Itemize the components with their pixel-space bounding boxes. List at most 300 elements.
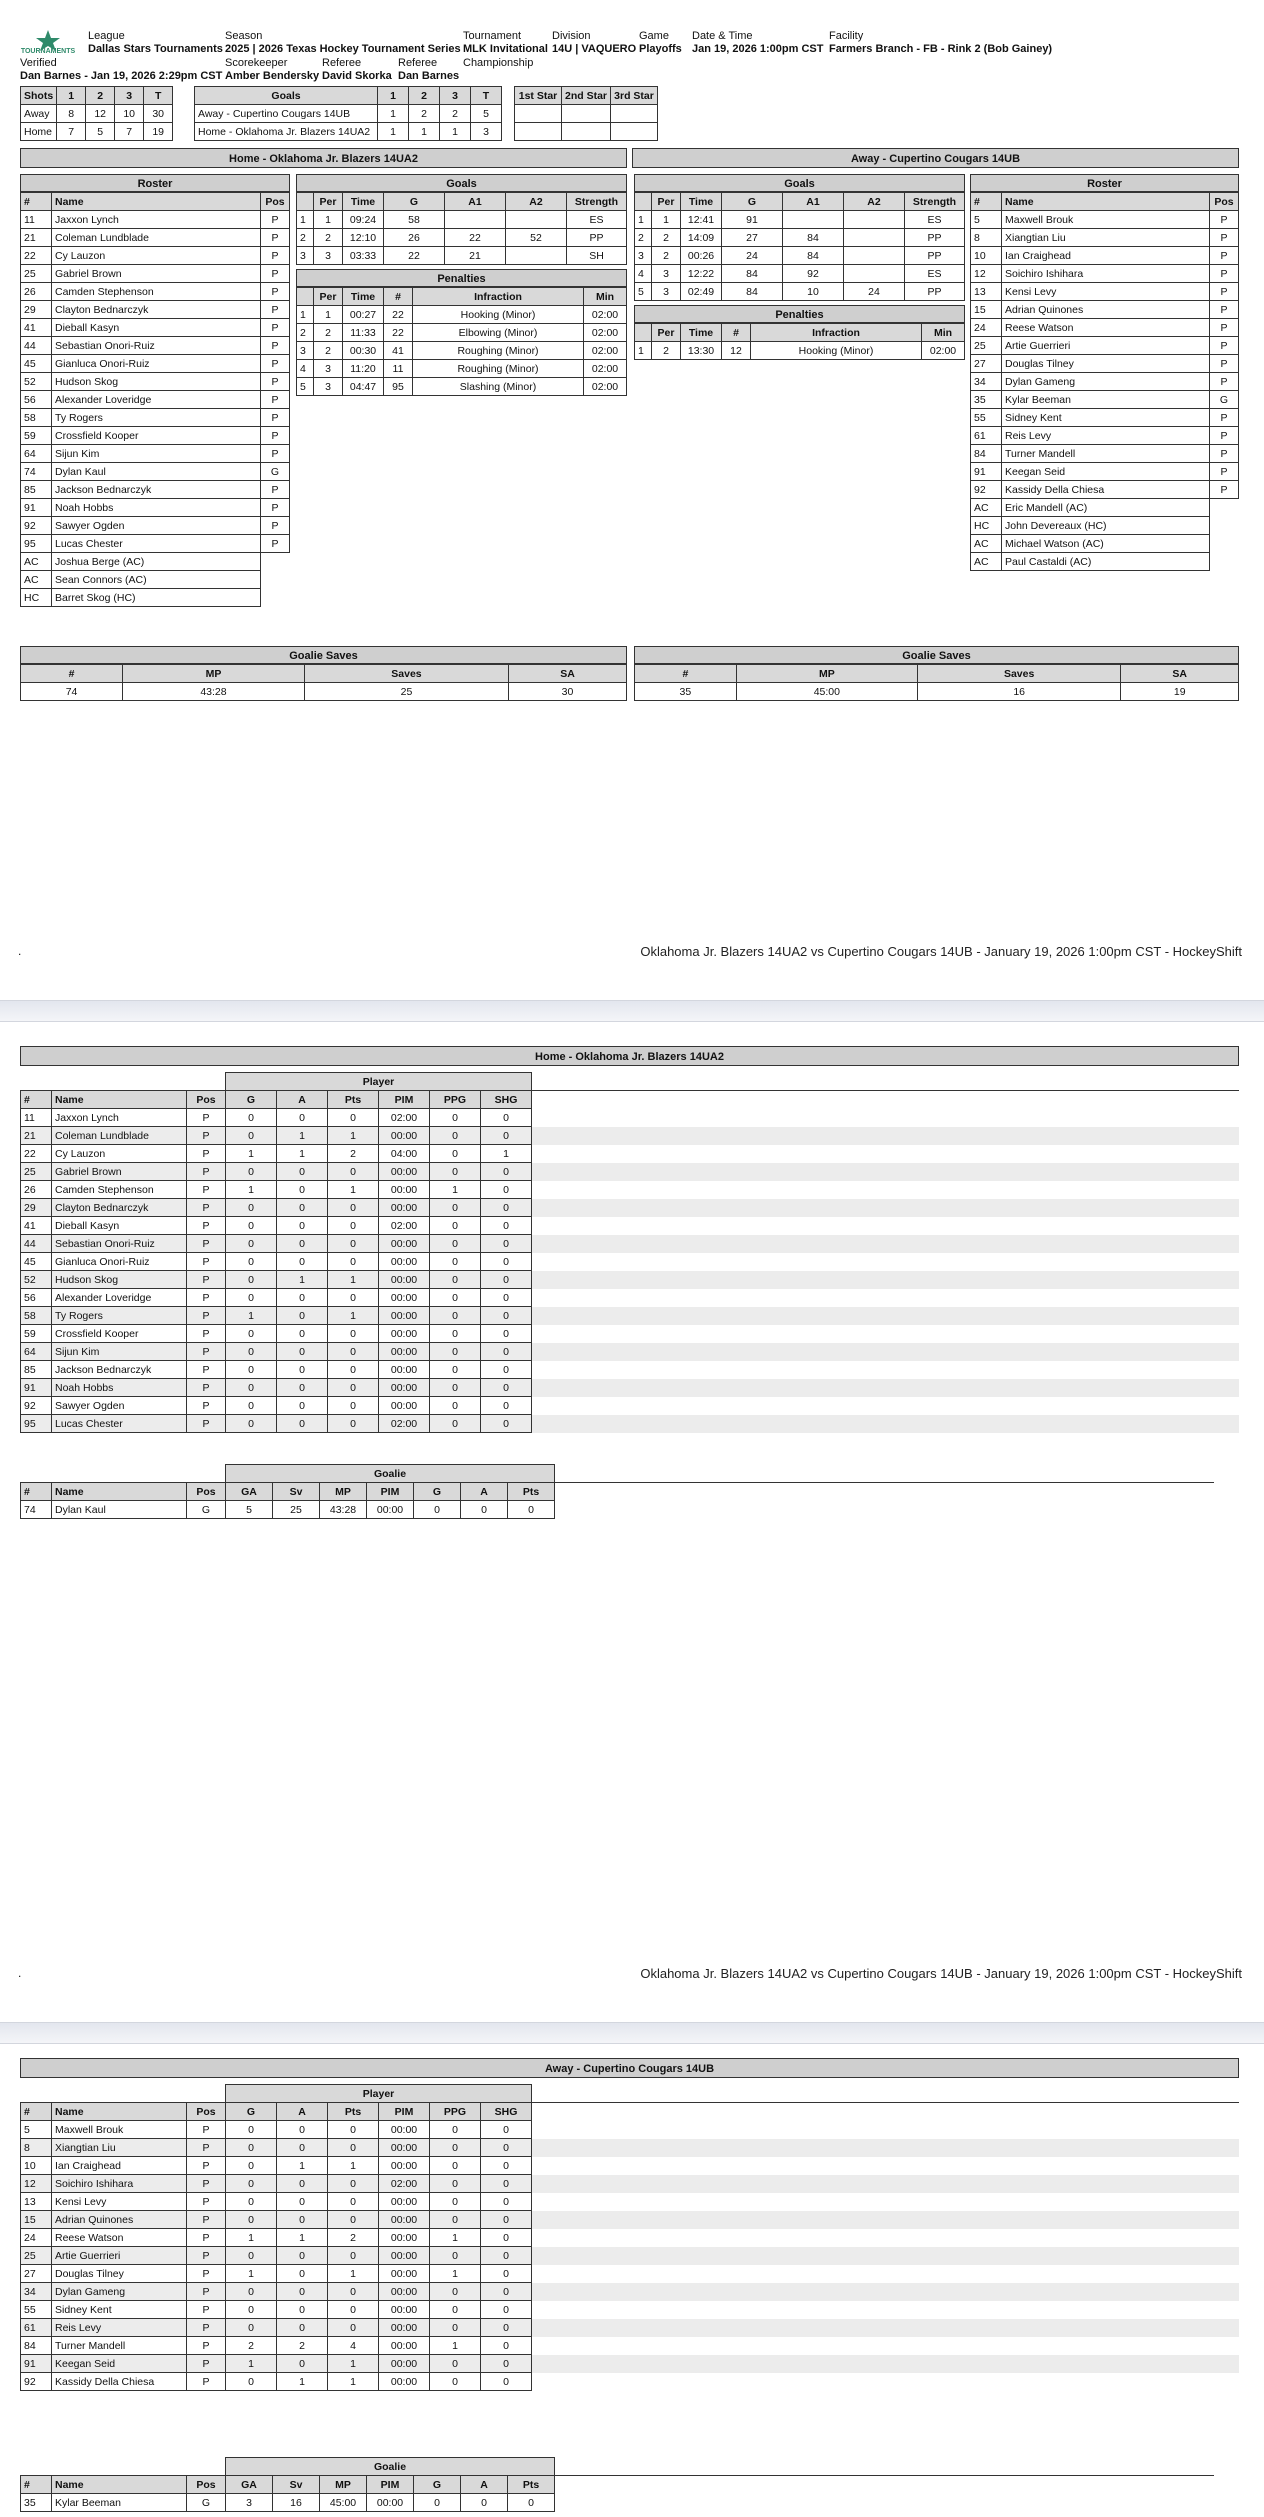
away-goals-section — [634, 174, 965, 360]
penalty-minutes: 00:00 — [379, 1343, 430, 1361]
goal-period: 2 — [652, 229, 681, 247]
assists: 1 — [277, 1145, 328, 1163]
player-position: P — [187, 1271, 226, 1289]
penalty-infraction: Roughing (Minor) — [413, 342, 584, 360]
player-number: 24 — [21, 2229, 52, 2247]
penalty-minutes: 00:00 — [379, 1307, 430, 1325]
penalty-player: 22 — [384, 306, 413, 324]
player-number: 22 — [21, 1145, 52, 1163]
gs-sa: 19 — [1121, 683, 1239, 701]
penalty-minutes: 02:00 — [379, 1217, 430, 1235]
player-name: Ian Craighead — [1002, 247, 1210, 265]
player-number: 58 — [21, 409, 52, 427]
short-handed-goals: 0 — [481, 1289, 532, 1307]
player-position: P — [261, 301, 290, 319]
player-stats-row — [21, 1145, 1239, 1163]
shots-period-header: 3 — [115, 87, 144, 105]
player-number: 85 — [21, 1361, 52, 1379]
stats-column-header: Name — [52, 2476, 187, 2494]
penalty-minutes: 02:00 — [584, 306, 627, 324]
short-handed-goals: 0 — [481, 1127, 532, 1145]
roster-name-header: Name — [52, 193, 261, 211]
penalty-minutes: 00:00 — [379, 1235, 430, 1253]
penalty-minutes: 02:00 — [584, 360, 627, 378]
goal-assist2 — [844, 211, 905, 229]
goalie-stats-header-row — [21, 1483, 1214, 1501]
player-position: G — [1210, 391, 1239, 409]
player-position: P — [187, 1397, 226, 1415]
goal-scorer: 22 — [384, 247, 445, 265]
home-roster-table — [20, 192, 290, 607]
goals-summary-cell: 1 — [409, 123, 440, 141]
stats-column-header: # — [21, 1091, 52, 1109]
short-handed-goals: 0 — [481, 2319, 532, 2337]
facility-label: Facility — [829, 30, 864, 42]
home-goalie-stats-section — [20, 1464, 1214, 1519]
goal-strength: ES — [905, 265, 965, 283]
penalty-period: 2 — [652, 342, 681, 360]
roster-row — [971, 463, 1239, 481]
assists: 0 — [277, 1379, 328, 1397]
penalty-period: 1 — [314, 306, 343, 324]
home-goals-table — [296, 192, 627, 265]
away-roster-header-row — [971, 193, 1239, 211]
power-play-goals: 0 — [430, 1361, 481, 1379]
player-name: Alexander Loveridge — [52, 1289, 187, 1307]
power-play-goals: 0 — [430, 1289, 481, 1307]
penalty-minutes: 00:00 — [379, 1397, 430, 1415]
shots-cell: 19 — [144, 123, 173, 141]
penalty-infraction: Hooking (Minor) — [751, 342, 922, 360]
penalty-minutes: 00:00 — [379, 2373, 430, 2391]
goal-time: 03:33 — [343, 247, 384, 265]
player-position: P — [261, 265, 290, 283]
points: 2 — [328, 2229, 379, 2247]
player-stats-row — [21, 2337, 1239, 2355]
player-number: 10 — [971, 247, 1002, 265]
player-name: Gianluca Onori-Ruiz — [52, 355, 261, 373]
goalie-stats-group-row — [21, 1465, 1214, 1483]
gs-saves-header: Saves — [304, 665, 508, 683]
penalty-minutes: 00:00 — [379, 1127, 430, 1145]
assists: 0 — [461, 1501, 508, 1519]
assists: 0 — [277, 2301, 328, 2319]
datetime-value: Jan 19, 2026 1:00pm CST — [692, 43, 824, 55]
power-play-goals: 0 — [430, 2193, 481, 2211]
goal-strength: ES — [905, 211, 965, 229]
assists: 0 — [461, 2494, 508, 2512]
star-cell — [562, 123, 611, 141]
staff-row — [971, 517, 1239, 535]
home-goalie-stats-table — [20, 1464, 1214, 1519]
player-position: P — [1210, 373, 1239, 391]
player-stats-row — [21, 1181, 1239, 1199]
player-position: P — [187, 1253, 226, 1271]
stats-column-header: Pts — [508, 1483, 555, 1501]
points: 0 — [508, 2494, 555, 2512]
away-penalties-title: Penalties — [634, 305, 965, 323]
staff-row — [21, 589, 290, 607]
player-name: Dylan Kaul — [52, 463, 261, 481]
stats-column-header: Pos — [187, 1091, 226, 1109]
player-stats-row — [21, 1325, 1239, 1343]
player-number: 59 — [21, 1325, 52, 1343]
goals: 0 — [226, 1109, 277, 1127]
points: 0 — [328, 2301, 379, 2319]
penalty-minutes: 04:00 — [379, 1145, 430, 1163]
player-number: 92 — [21, 1397, 52, 1415]
goal-index: 1 — [635, 211, 652, 229]
stats-column-header: PPG — [430, 2103, 481, 2121]
points: 0 — [328, 1361, 379, 1379]
player-number: 34 — [21, 2283, 52, 2301]
points: 4 — [328, 2337, 379, 2355]
power-play-goals: 0 — [430, 2301, 481, 2319]
roster-row — [21, 283, 290, 301]
assists: 0 — [277, 2319, 328, 2337]
shots-total-header: T — [144, 87, 173, 105]
penalty-infraction: Slashing (Minor) — [413, 378, 584, 396]
player-number: 92 — [21, 517, 52, 535]
goal-assist1-header: A1 — [783, 193, 844, 211]
goal-time: 12:41 — [681, 211, 722, 229]
goalie-position: G — [187, 2494, 226, 2512]
goal-assist1: 84 — [783, 247, 844, 265]
points: 0 — [328, 1109, 379, 1127]
assists: 0 — [277, 1253, 328, 1271]
game-value: Playoffs — [639, 43, 682, 55]
first-star-header: 1st Star — [515, 87, 562, 105]
short-handed-goals: 0 — [481, 1109, 532, 1127]
gs-sa-header: SA — [1121, 665, 1239, 683]
points: 0 — [328, 2283, 379, 2301]
home-penalties-table — [296, 287, 627, 396]
stats-column-header: A — [277, 1091, 328, 1109]
short-handed-goals: 0 — [481, 2337, 532, 2355]
roster-row — [21, 265, 290, 283]
power-play-goals: 0 — [430, 1145, 481, 1163]
player-position: P — [187, 1127, 226, 1145]
away-penalties-header-row — [635, 324, 965, 342]
away-team-title: Away - Cupertino Cougars 14UB — [632, 148, 1239, 168]
player-name: Jaxxon Lynch — [52, 1109, 187, 1127]
goal-index-header — [297, 193, 314, 211]
goals: 0 — [226, 2373, 277, 2391]
goalie-stats-header-row — [21, 2476, 1214, 2494]
goals: 0 — [226, 2193, 277, 2211]
away-player-stats-table — [20, 2084, 1239, 2391]
short-handed-goals: 0 — [481, 2247, 532, 2265]
player-number: 27 — [971, 355, 1002, 373]
player-position: P — [187, 2229, 226, 2247]
points: 0 — [328, 1325, 379, 1343]
league-label: League — [88, 30, 125, 42]
player-position: P — [1210, 247, 1239, 265]
page-footer: Oklahoma Jr. Blazers 14UA2 vs Cupertino Cougars 14UB - January 19, 2026 1:00pm CST - HockeyShift — [640, 944, 1242, 959]
goals-period-header: 3 — [440, 87, 471, 105]
player-name: Sidney Kent — [52, 2301, 187, 2319]
short-handed-goals: 0 — [481, 2121, 532, 2139]
roster-row — [971, 319, 1239, 337]
home-goalie-saves-title: Goalie Saves — [20, 646, 627, 664]
roster-row — [971, 337, 1239, 355]
penalty-infraction-header: Infraction — [413, 288, 584, 306]
player-number: 59 — [21, 427, 52, 445]
goal-time: 09:24 — [343, 211, 384, 229]
roster-row — [971, 247, 1239, 265]
goalie-number: 74 — [21, 1501, 52, 1519]
player-name: Ty Rogers — [52, 1307, 187, 1325]
player-stats-group-row — [21, 1073, 1239, 1091]
home-player-stats-section — [20, 1072, 1239, 1433]
roster-number-header: # — [21, 193, 52, 211]
player-number: 91 — [21, 499, 52, 517]
gs-mp: 45:00 — [736, 683, 917, 701]
power-play-goals: 0 — [430, 2175, 481, 2193]
player-number: 52 — [21, 373, 52, 391]
player-name: Xiangtian Liu — [52, 2139, 187, 2157]
goals-period-header: 1 — [378, 87, 409, 105]
roster-row — [21, 211, 290, 229]
stats-column-header: Name — [52, 1091, 187, 1109]
gs-number: 35 — [635, 683, 737, 701]
penalty-infraction: Hooking (Minor) — [413, 306, 584, 324]
player-position: P — [1210, 427, 1239, 445]
assists: 0 — [277, 2247, 328, 2265]
goal-assist2-header: A2 — [844, 193, 905, 211]
player-number: 64 — [21, 1343, 52, 1361]
goalie-saves-row — [21, 683, 627, 701]
home-roster-section — [20, 174, 290, 607]
player-position: P — [261, 319, 290, 337]
player-name: Kensi Levy — [52, 2193, 187, 2211]
player-name: Clayton Bednarczyk — [52, 1199, 187, 1217]
goals: 1 — [226, 2355, 277, 2373]
gs-mp-header: MP — [736, 665, 917, 683]
goal-index: 3 — [297, 247, 314, 265]
player-position: P — [187, 1415, 226, 1433]
player-position: P — [1210, 229, 1239, 247]
tournaments-logo — [20, 28, 76, 58]
penalty-time: 04:47 — [343, 378, 384, 396]
player-number: 13 — [971, 283, 1002, 301]
goal-strength: PP — [905, 229, 965, 247]
penalty-infraction: Elbowing (Minor) — [413, 324, 584, 342]
goal-assist2-header: A2 — [506, 193, 567, 211]
goal-scorer: 84 — [722, 265, 783, 283]
player-number: 55 — [971, 409, 1002, 427]
stats-column-header: PPG — [430, 1091, 481, 1109]
shots-row-home — [21, 123, 173, 141]
stats-column-header: # — [21, 2103, 52, 2121]
player-number: 41 — [21, 319, 52, 337]
goal-period: 3 — [652, 283, 681, 301]
player-position: P — [187, 2157, 226, 2175]
power-play-goals: 0 — [430, 2373, 481, 2391]
penalty-minutes: 00:00 — [379, 1325, 430, 1343]
player-name: Clayton Bednarczyk — [52, 301, 261, 319]
player-position: P — [261, 373, 290, 391]
short-handed-goals: 0 — [481, 2283, 532, 2301]
power-play-goals: 0 — [430, 1325, 481, 1343]
stats-column-header: Sv — [273, 1483, 320, 1501]
player-position: P — [187, 2337, 226, 2355]
penalty-minutes: 00:00 — [367, 1501, 414, 1519]
player-number: 45 — [21, 1253, 52, 1271]
player-stats-row — [21, 1217, 1239, 1235]
player-position: P — [187, 2121, 226, 2139]
points: 0 — [328, 2139, 379, 2157]
gs-sa: 30 — [509, 683, 627, 701]
goals-summary-row-away — [195, 105, 502, 123]
goal-assist2: 52 — [506, 229, 567, 247]
goal-index: 2 — [297, 229, 314, 247]
player-number: 27 — [21, 2265, 52, 2283]
short-handed-goals: 0 — [481, 1343, 532, 1361]
home-goals-title: Goals — [296, 174, 627, 192]
goal-index: 4 — [635, 265, 652, 283]
assists: 0 — [277, 2283, 328, 2301]
player-name: Dieball Kasyn — [52, 1217, 187, 1235]
home-penalties-title: Penalties — [296, 269, 627, 287]
goal-strength: PP — [905, 283, 965, 301]
away-goalie-stats-table — [20, 2457, 1214, 2512]
player-number: 21 — [21, 229, 52, 247]
player-number: 25 — [21, 265, 52, 283]
scorekeeper-label: Scorekeeper — [225, 57, 288, 69]
page-footer: Oklahoma Jr. Blazers 14UA2 vs Cupertino Cougars 14UB - January 19, 2026 1:00pm CST - HockeyShift — [640, 1966, 1242, 1981]
goal-scorer: 27 — [722, 229, 783, 247]
player-name: Sawyer Ogden — [52, 517, 261, 535]
penalty-number-header: # — [722, 324, 751, 342]
stats-column-header: G — [226, 1091, 277, 1109]
points: 1 — [328, 2373, 379, 2391]
shots-cell: 5 — [86, 123, 115, 141]
player-name: Dylan Gameng — [1002, 373, 1210, 391]
goals-summary-cell: 2 — [409, 105, 440, 123]
roster-row — [21, 391, 290, 409]
power-play-goals: 0 — [430, 1217, 481, 1235]
away-goals-header-row — [635, 193, 965, 211]
goals: 1 — [226, 1181, 277, 1199]
penalty-minutes-header: Min — [584, 288, 627, 306]
power-play-goals: 1 — [430, 2265, 481, 2283]
player-number: 25 — [21, 1163, 52, 1181]
player-name: Noah Hobbs — [52, 499, 261, 517]
penalty-period: 3 — [314, 378, 343, 396]
goal-row — [635, 229, 965, 247]
goal-scorer: 58 — [384, 211, 445, 229]
penalty-period: 3 — [314, 360, 343, 378]
points: 1 — [328, 1127, 379, 1145]
roster-row — [971, 283, 1239, 301]
goal-strength-header: Strength — [905, 193, 965, 211]
goal-period: 3 — [652, 265, 681, 283]
goalie-stats-group-header: Goalie — [226, 2458, 555, 2476]
player-name: Sawyer Ogden — [52, 1397, 187, 1415]
penalty-index: 1 — [297, 306, 314, 324]
away-stats-title: Away - Cupertino Cougars 14UB — [20, 2058, 1239, 2078]
goal-time: 12:10 — [343, 229, 384, 247]
goal-scorer: 26 — [384, 229, 445, 247]
stars-row — [515, 105, 658, 123]
player-stats-row — [21, 2283, 1239, 2301]
roster-row — [21, 499, 290, 517]
player-name: Reis Levy — [52, 2319, 187, 2337]
short-handed-goals: 0 — [481, 2139, 532, 2157]
goals: 0 — [226, 1379, 277, 1397]
short-handed-goals: 0 — [481, 1361, 532, 1379]
short-handed-goals: 0 — [481, 1379, 532, 1397]
player-name: Gabriel Brown — [52, 265, 261, 283]
player-position: P — [1210, 283, 1239, 301]
goals-summary-cell: 1 — [378, 123, 409, 141]
penalty-minutes: 00:00 — [379, 2319, 430, 2337]
away-goalie-saves-title: Goalie Saves — [634, 646, 1239, 664]
player-position: P — [1210, 445, 1239, 463]
goals: 0 — [226, 2247, 277, 2265]
goal-assist2: 24 — [844, 283, 905, 301]
goals: 0 — [226, 2121, 277, 2139]
player-stats-row — [21, 1307, 1239, 1325]
goal-assist2 — [844, 247, 905, 265]
penalty-minutes: 02:00 — [922, 342, 965, 360]
points: 0 — [328, 1289, 379, 1307]
verified-label: Verified — [20, 57, 57, 69]
points: 0 — [328, 2247, 379, 2265]
player-number: 10 — [21, 2157, 52, 2175]
penalty-row — [297, 306, 627, 324]
player-name: Kensi Levy — [1002, 283, 1210, 301]
player-number: 22 — [21, 247, 52, 265]
goals: 0 — [226, 2301, 277, 2319]
stats-column-header: G — [414, 1483, 461, 1501]
goals-summary-row-home — [195, 123, 502, 141]
goal-assist1: 92 — [783, 265, 844, 283]
points: 0 — [328, 1235, 379, 1253]
shots-header-row — [21, 87, 173, 105]
player-stats-row — [21, 1343, 1239, 1361]
power-play-goals: 0 — [430, 1235, 481, 1253]
staff-role: AC — [21, 553, 52, 571]
power-play-goals: 0 — [430, 2355, 481, 2373]
home-player-stats-table — [20, 1072, 1239, 1433]
assists: 2 — [277, 2337, 328, 2355]
assists: 0 — [277, 1109, 328, 1127]
player-number: 74 — [21, 463, 52, 481]
short-handed-goals: 0 — [481, 2211, 532, 2229]
player-number: 64 — [21, 445, 52, 463]
footer-dot: . — [18, 944, 22, 958]
player-number: 95 — [21, 535, 52, 553]
penalty-number-header: # — [384, 288, 413, 306]
stats-column-header: Sv — [273, 2476, 320, 2494]
player-name: Reis Levy — [1002, 427, 1210, 445]
stats-column-header: PIM — [379, 1091, 430, 1109]
staff-role: AC — [971, 535, 1002, 553]
player-name: Reese Watson — [52, 2229, 187, 2247]
penalty-minutes: 00:00 — [379, 2211, 430, 2229]
short-handed-goals: 0 — [481, 1307, 532, 1325]
away-goalie-saves-section — [634, 646, 1239, 701]
penalty-index: 4 — [297, 360, 314, 378]
shots-team: Home — [21, 123, 57, 141]
player-name: Sebastian Onori-Ruiz — [52, 1235, 187, 1253]
penalty-player: 41 — [384, 342, 413, 360]
player-name: Soichiro Ishihara — [1002, 265, 1210, 283]
goalie-stats-row — [21, 2494, 1214, 2512]
staff-role: AC — [971, 499, 1002, 517]
